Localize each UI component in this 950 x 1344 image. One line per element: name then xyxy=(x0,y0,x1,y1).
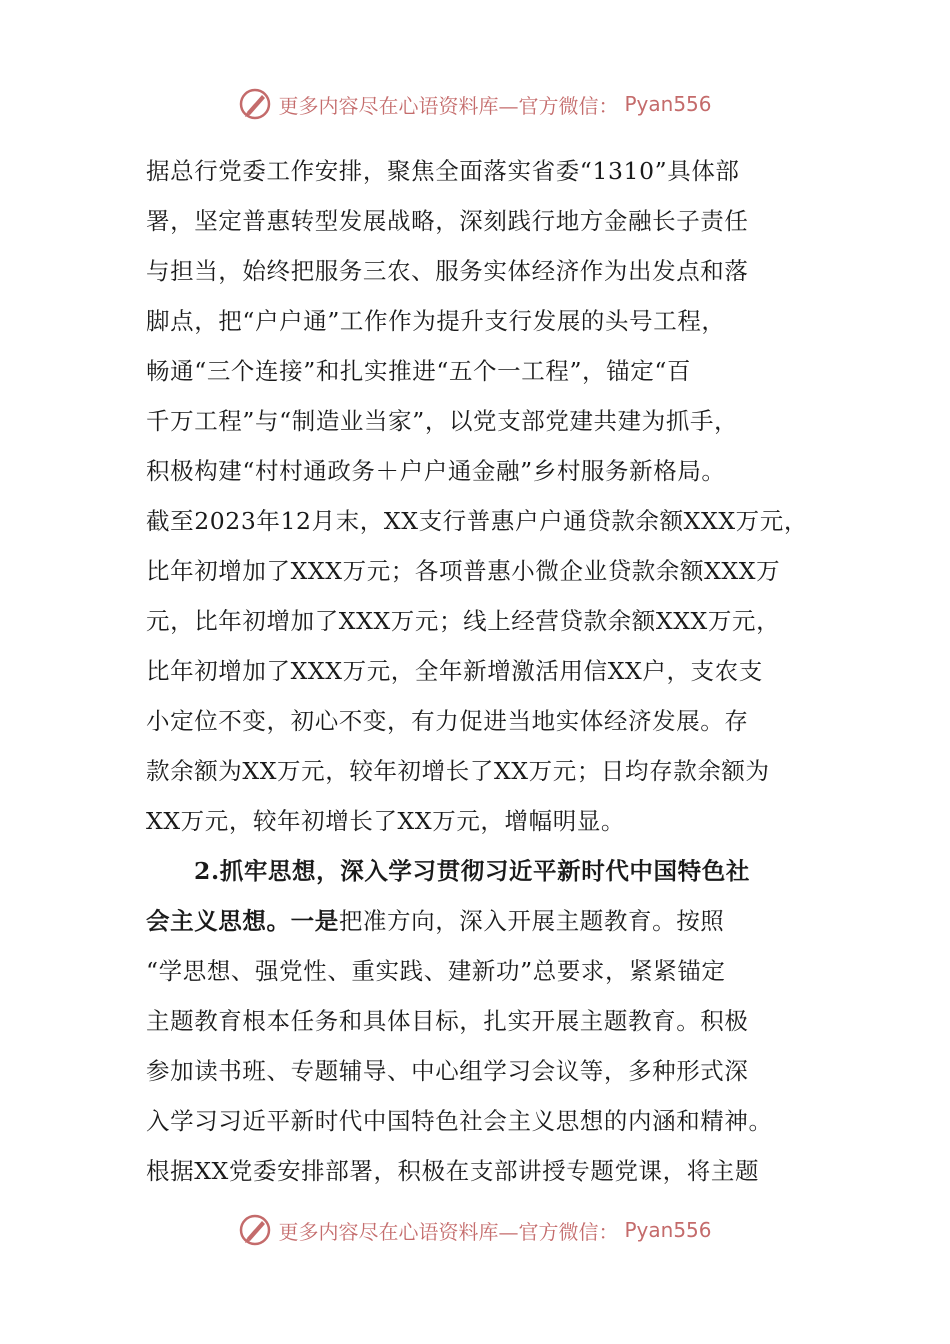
text-line: 千万工程”与“制造业当家”，以党支部党建共建为抓手， xyxy=(146,407,739,435)
text-line: 参加读书班、专题辅导、中心组学习会议等，多种形式深 xyxy=(146,1057,749,1085)
section-heading: 2.抓牢思想，深入学习贯彻习近平新时代中国特色社 xyxy=(194,857,750,885)
paragraph-1 xyxy=(146,146,826,846)
text-line xyxy=(146,896,826,946)
text-line: 与担当，始终把服务三农、服务实体经济作为出发点和落 xyxy=(146,257,749,285)
watermark-id: Pyan556 xyxy=(624,92,712,116)
pen-seal-icon xyxy=(238,1213,272,1247)
text-line: 积极构建“村村通政务＋户户通金融”乡村服务新格局。 xyxy=(146,457,726,485)
text-line: 畅通“三个连接”和扎实推进“五个一工程”，锚定“百 xyxy=(146,357,692,385)
header-watermark xyxy=(0,84,950,124)
watermark-id: Pyan556 xyxy=(624,1218,712,1242)
text-line: 比年初增加了XXX万元，全年新增激活用信XX户，支农支 xyxy=(146,657,763,685)
text-line: 根据XX党委安排部署，积极在支部讲授专题党课，将主题 xyxy=(146,1157,760,1185)
text-line: “学思想、强党性、重实践、建新功”总要求，紧紧锚定 xyxy=(146,957,726,985)
text-line: 截至2023年12月末，XX支行普惠户户通贷款余额XXX万元， xyxy=(146,507,808,535)
text-line: 署，坚定普惠转型发展战略，深刻践行地方金融长子责任 xyxy=(146,207,749,235)
watermark-text: 更多内容尽在心语资料库—官方微信： xyxy=(278,1219,619,1244)
pen-seal-icon xyxy=(238,87,272,121)
text-line: 款余额为XX万元，较年初增长了XX万元；日均存款余额为 xyxy=(146,757,770,785)
text-line: 小定位不变，初心不变，有力促进当地实体经济发展。存 xyxy=(146,707,749,735)
text-line: XX万元，较年初增长了XX万元，增幅明显。 xyxy=(146,807,626,835)
watermark-text: 更多内容尽在心语资料库—官方微信： xyxy=(278,93,619,118)
section-heading-cont: 会主义思想。一是 xyxy=(146,907,339,935)
text-line: 据总行党委工作安排，聚焦全面落实省委“1310”具体部 xyxy=(146,157,740,185)
text-line: 元，比年初增加了XXX万元；线上经营贷款余额XXX万元， xyxy=(146,607,781,635)
text-span: 把准方向，深入开展主题教育。按照 xyxy=(338,907,725,935)
text-line: 脚点，把“户户通”工作作为提升支行发展的头号工程， xyxy=(146,307,726,335)
section-2 xyxy=(146,846,826,1196)
text-line: 主题教育根本任务和具体目标，扎实开展主题教育。积极 xyxy=(146,1007,749,1035)
document-body xyxy=(146,146,826,1196)
footer-watermark xyxy=(0,1210,950,1250)
text-line: 比年初增加了XXX万元；各项普惠小微企业贷款余额XXX万 xyxy=(146,557,781,585)
text-line: 入学习习近平新时代中国特色社会主义思想的内涵和精神。 xyxy=(146,1107,773,1135)
